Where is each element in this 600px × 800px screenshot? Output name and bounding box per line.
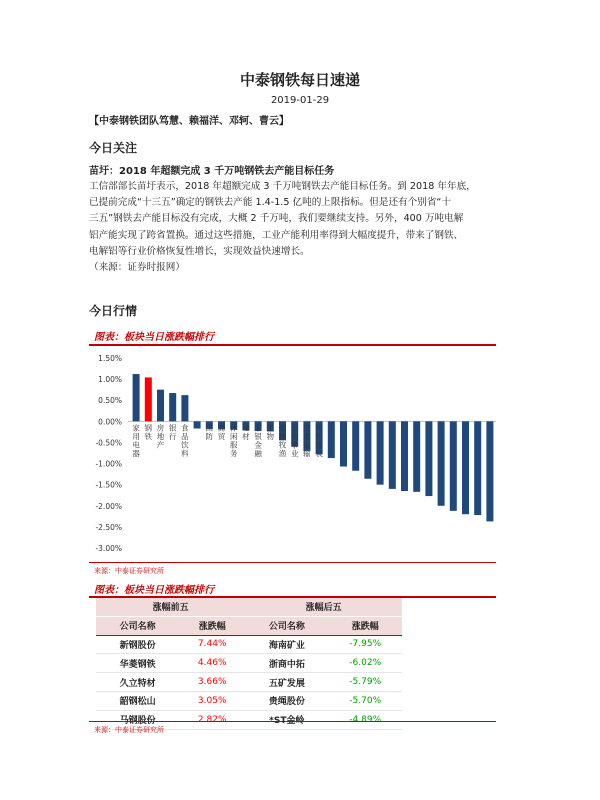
figure-title-stock-table: 图表：板块当日涨跌幅排行 [94,585,214,596]
bar [425,421,432,496]
bottom-company-name: 贵绳股份 [245,691,328,710]
bottom-company-name: 浙商中拓 [245,654,328,673]
section-heading-focus: 今日关注 [89,141,138,155]
column-header-company: 公司名称 [245,616,328,635]
top-company-change: 2.82% [179,710,245,729]
news-source: （来源：证券时报网） [89,262,185,274]
figure-rule [89,721,496,722]
group-top-label: 涨幅前五 [96,598,245,616]
sector-bar-chart [89,348,499,558]
authors-line: 【中泰钢铁团队笃慧、赖福洋、邓轲、曹云】 [89,116,289,127]
y-tick-label: -1.50% [95,480,122,490]
x-tick-label: 建材 [242,423,250,441]
bar [450,421,457,511]
top-company-name: 久立特材 [96,673,179,692]
top-company-change: 3.66% [179,673,245,692]
table-row [96,691,402,710]
x-tick-label: 银行 [168,423,177,441]
figure-title-sector-chart: 图表：板块当日涨跌幅排行 [94,332,214,343]
x-tick-label: 房地产 [156,423,165,450]
figure-rule [89,344,496,346]
bottom-company-name: 五矿发展 [245,673,328,692]
x-tick-label: 非银金融 [254,423,262,458]
bar [377,421,384,484]
table-column-header [96,616,402,635]
column-header-change: 涨跌幅 [328,616,402,635]
top-company-name: 韶钢松山 [96,691,179,710]
top-company-change: 4.46% [179,654,245,673]
bar [462,421,469,514]
top-company-change: 7.44% [179,635,245,654]
bottom-company-change: -5.79% [328,673,402,692]
y-tick-label: 1.00% [98,375,122,385]
y-tick-label: 0.50% [98,396,122,406]
bar [181,395,188,421]
x-tick-label: 公用事业 [290,423,299,458]
table-group-header [96,598,402,616]
bar [145,377,152,421]
figure-source: 来源：中泰证券研究所 [94,567,164,575]
y-tick-label: 1.50% [98,354,122,363]
news-line: 已提前完成“十三五”确定的钢铁去产能 1.4-1.5 亿吨的上限指标。但是还有个别省“十 [89,197,451,209]
bar [157,390,164,422]
x-tick-label: 国防 [205,423,214,441]
doc-date: 2019-01-29 [270,95,330,106]
section-heading-market: 今日行情 [89,304,138,318]
x-axis-labels [132,422,323,458]
x-tick-label: 交通运输 [303,423,311,458]
bar [194,421,201,428]
top-company-name: 马钢股份 [96,710,179,729]
news-line: 三五”钢铁去产能目标没有完成，大概 2 千万吨，我们要继续支持。另外，400 万吨电解 [89,213,464,225]
news-line: 电解铝等行业价格恢复性增长，实现效益快速增长。 [89,245,310,257]
bottom-company-change: -6.02% [328,654,402,673]
y-tick-label: -0.50% [95,438,122,448]
bar [352,421,359,470]
news-headline: 苗圩：2018 年超额完成 3 千万吨钢铁去产能目标任务 [89,166,335,177]
y-tick-label: -3.00% [95,544,122,553]
y-tick-label: -2.50% [95,522,122,532]
bottom-company-change: -7.95% [328,635,402,654]
news-body [89,179,519,276]
y-tick-label: -1.00% [95,459,122,469]
x-tick-label: 家用电器 [132,423,140,458]
top-company-name: 新钢股份 [96,635,179,654]
x-tick-label: 休闲服务 [229,423,238,458]
y-tick-label: -2.00% [95,501,122,511]
bar [328,421,335,458]
table-row [96,635,402,654]
x-tick-label: 纺织服装 [315,423,323,458]
y-tick-label: 0.00% [98,417,122,427]
column-header-change: 涨跌幅 [179,616,245,635]
table-row [96,673,402,692]
bottom-company-change: -5.70% [328,691,402,710]
bar [401,421,408,491]
bottom-company-change: -4.89% [328,710,402,729]
x-tick-label: 生物 [266,423,275,441]
bar [389,421,396,489]
news-line: 铝产能实现了跨省置换。通过这些措施，工业产能利用率得到大幅度提升，带来了钢铁、 [89,229,464,241]
x-tick-label: 钢铁 [144,423,153,441]
group-bottom-label: 涨幅后五 [245,598,402,616]
bottom-company-name: 海南矿业 [245,635,328,654]
bar [133,374,140,421]
column-header-company: 公司名称 [96,616,179,635]
bar [169,393,176,421]
bar [486,421,493,521]
x-tick-label: 食品饮料 [181,423,189,458]
bar [474,421,481,515]
figure-rule [89,562,496,563]
news-line: 工信部部长苗圩表示，2018 年超额完成 3 千万吨钢铁去产能目标任务。到 2018 年年底， [89,181,476,192]
bar [340,421,347,466]
bottom-company-name: *ST金岭 [245,710,328,729]
figure-source: 来源：中泰证券研究所 [94,726,164,734]
bar [413,421,420,492]
top-company-change: 3.05% [179,691,245,710]
top-company-name: 华菱钢铁 [96,654,179,673]
table-row [96,654,402,673]
bar [438,421,445,505]
y-axis [95,354,122,553]
x-tick-label: 商贸 [217,423,226,441]
stock-ranking-table [96,598,402,730]
x-tick-label: 农林牧渔 [278,423,287,458]
bar [364,421,371,478]
doc-title: 中泰钢铁每日速递 [239,71,360,89]
